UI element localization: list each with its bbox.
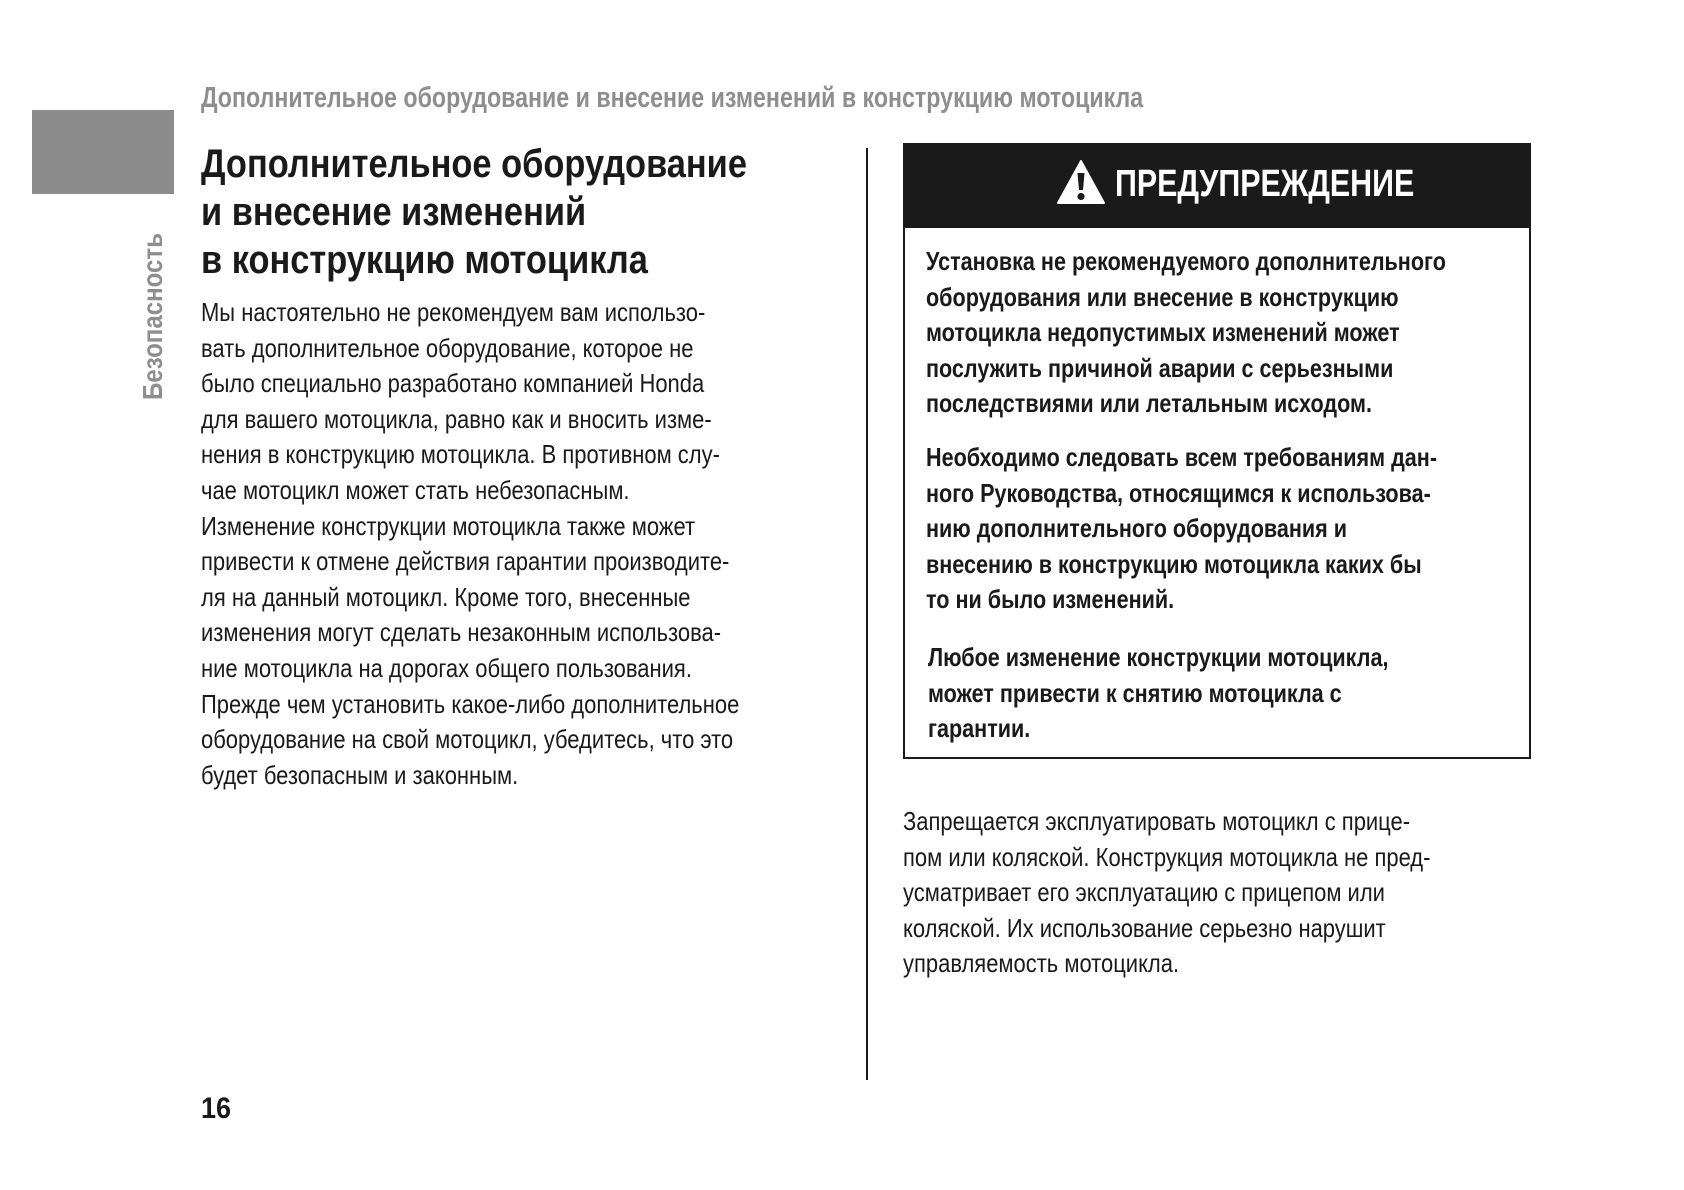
text-line: ля на данный мотоцикл. Кроме того, внесенные [201, 581, 691, 612]
text-line: для вашего мотоцикла, равно как и вносить изме- [201, 403, 712, 434]
text-line: Любое изменение конструкции мотоцикла, [928, 642, 1389, 672]
text-line: оборудования или внесение в конструкцию [926, 281, 1399, 312]
text-line: привести к отмене действия гарантии производите- [201, 546, 730, 577]
text-line: Изменение конструкции мотоцикла также может [201, 510, 696, 541]
text-line: нения в конструкцию мотоцикла. В противном слу- [201, 439, 720, 470]
text-line: Необходимо следовать всем требованиям дан- [926, 442, 1438, 472]
running-header: Дополнительное оборудование и внесение изменений в конструкцию мотоцикла [201, 82, 1144, 114]
column-divider [866, 148, 868, 1080]
title-line: в конструкцию мотоцикла [201, 238, 648, 282]
section-label: Безопасность [137, 232, 168, 400]
warning-header [905, 145, 1529, 228]
text-line: оборудование на свой мотоцикл, убедитесь, что это [201, 724, 734, 755]
page-number: 16 [201, 1092, 232, 1125]
text-line: последствиями или летальным исходом. [926, 388, 1372, 419]
section-tab [32, 110, 174, 194]
text-line: ние мотоцикла на дорогах общего пользования. [201, 652, 692, 683]
title-line: и внесение изменений [201, 190, 587, 234]
text-line: будет безопасным и законным. [201, 759, 519, 790]
page-title [201, 140, 836, 284]
left-body-text [201, 295, 841, 793]
text-line: мотоцикла недопустимых изменений может [926, 317, 1400, 348]
text-line: пом или коляской. Конструкция мотоцикла не пред- [903, 841, 1431, 872]
warning-title: ПРЕДУПРЕЖДЕНИЕ [1115, 163, 1415, 205]
text-line: изменения могут сделать незаконным использова- [201, 617, 722, 648]
text-line: внесению в конструкцию мотоцикла каких бы [926, 548, 1422, 579]
warning-paragraph-1 [926, 244, 1552, 422]
text-line: коляской. Их использование серьезно нарушит [903, 912, 1386, 943]
text-line: Прежде чем установить какое-либо дополнительное [201, 688, 740, 719]
right-body-text [903, 804, 1543, 982]
text-line: может привести к снятию мотоцикла с [928, 677, 1342, 708]
warning-paragraph-2 [926, 440, 1542, 618]
warning-paragraph-3 [928, 640, 1483, 747]
text-line: гарантии. [928, 713, 1031, 744]
text-line: послужить причиной аварии с серьезными [926, 352, 1394, 383]
text-line: Установка не рекомендуемого дополнительного [926, 246, 1446, 276]
text-line: Мы настоятельно не рекомендуем вам использо- [201, 297, 706, 327]
text-line: Запрещается эксплуатировать мотоцикл с прице- [903, 806, 1411, 836]
warning-box [903, 143, 1531, 759]
text-line: нию дополнительного оборудования и [926, 513, 1348, 544]
text-line: вать дополнительное оборудование, которое не [201, 332, 694, 363]
text-line: чае мотоцикл может стать небезопасным. [201, 474, 630, 505]
text-line: ного Руководства, относящимся к использова- [926, 477, 1431, 508]
warning-triangle-icon [1056, 159, 1106, 205]
text-line: то ни было изменений. [926, 584, 1175, 615]
text-line: управляемость мотоцикла. [903, 948, 1180, 979]
text-line: было специально разработано компанией Honda [201, 368, 705, 399]
title-line: Дополнительное оборудование [201, 142, 747, 186]
text-line: усматривает его эксплуатацию с прицепом или [903, 877, 1385, 908]
